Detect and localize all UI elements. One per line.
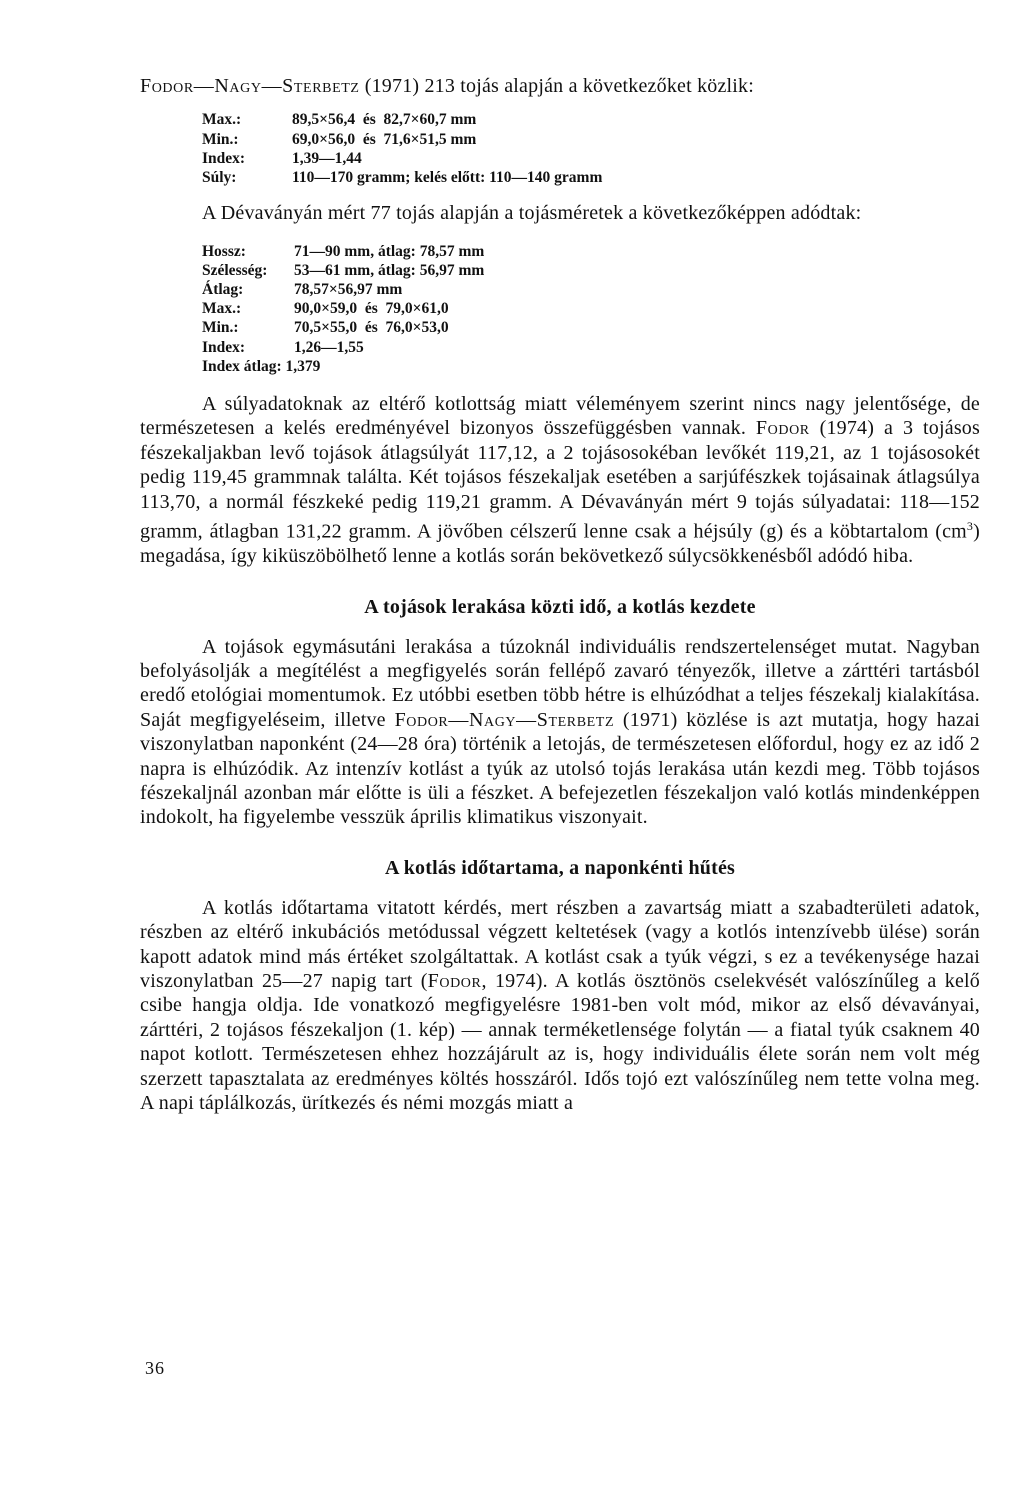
incubation-paragraph	[140, 896, 980, 1116]
list-value: 78,57×56,97 mm	[294, 281, 403, 299]
list-item	[202, 261, 484, 280]
author-name: Fodor	[427, 970, 482, 993]
intro-text: (1971) 213 tojás alapján a következőket közlik:	[359, 75, 755, 97]
author-name: Fodor	[755, 417, 810, 440]
list-label: Súly:	[202, 169, 237, 187]
laying-paragraph	[140, 635, 980, 830]
list-label: Index:	[202, 149, 246, 167]
list-value: 110—170 gramm; kelés előtt: 110—140 gramm	[292, 169, 603, 187]
paragraph-text: (1971) közlése is azt mutatja, hogy hazai viszonylatban naponként (24—28 óra) történik a letojás, de természetesen előfordul, hogy ez az idő 2 napra is elhúzódik. Az intenzív kotlást a tyúk az utolsó tojás lerakása után kezdi meg. Több tojásos fészekaljnál azonban már előtte is üli a fészket. A befejezetlen fészekaljon való kotlás mindenképpen indokolt, ha figyelembe vesszük április klimatikus viszonyait.	[140, 708, 980, 829]
list-label: Átlag:	[202, 281, 244, 299]
list-item	[202, 357, 484, 376]
devavanya-paragraph: A Dévaványán mért 77 tojás alapján a tojásméretek a következőképpen adódtak:	[202, 202, 862, 225]
list-item	[202, 242, 484, 261]
list-value: 90,0×59,0 és 79,0×61,0	[294, 300, 449, 318]
paragraph-text: (1974) a 3 tojásos fészekaljakban levő tojások átlagsúlyát 117,12, a 2 tojásosokéban levőkét 119,21, az 1 tojásosokét pedig 119,45 grammnak találta. Két tojásos fészekaljak esetében a sarjúfészkek tojásainak átlagsúlya 113,70, a normál fészkeké pedig 119,21 gramm. A Dévaványán mért 9 tojás súlyadatai: 118—152 gramm, átlagban 131,22 gramm. A jövőben célszerű lenne csak a héjsúly (g) és a köbtartalom (cm	[140, 417, 980, 543]
paragraph-text: A kotlás időtartama vitatott kérdés, mert részben a zavartság miatt a szabadterületi adatok, részben az eltérő inkubációs metódussal végzett keltetések (vagy a kotlós intenzívebb ülése) során kapott adatok mind más értéket szolgáltattak. A kotlást csak a tyúk végzi, s ez a tevékenysége hazai viszonylatban 25—27 napig tart (	[140, 896, 980, 993]
list-label: Min.:	[202, 130, 239, 148]
list-value: 71—90 mm, átlag: 78,57 mm	[294, 242, 485, 260]
list-value: 70,5×55,0 és 76,0×53,0	[294, 319, 449, 337]
intro-paragraph	[140, 74, 980, 98]
list-item	[202, 280, 484, 299]
paragraph-text: A súlyadatoknak az eltérő kotlottság miatt véleményem szerint nincs nagy jelentősége, de természetesen a kelés eredményével bizonyos összefüggésben vannak.	[140, 393, 980, 440]
list-label: Min.:	[202, 319, 239, 337]
list-label: Max.:	[202, 300, 242, 318]
author-names: Fodor—Nagy—Sterbetz	[140, 75, 360, 97]
list-item	[202, 130, 602, 149]
list-label: Max.:	[202, 111, 242, 129]
measurement-list-2	[202, 242, 484, 376]
list-item	[202, 110, 602, 129]
paragraph-text: , 1974). A kotlás ösztönös cselekvését valószínűleg a kelő csibe hangja oldja. Ide vonatkozó megfigyelésre 1981-ben volt mód, mikor az első dévaványai, zárttéri, 2 tojásos fészekaljon (1. kép) — annak terméketlensége folytán — a fiatal tyúk csaknem 40 napot kotlott. Természetesen ehhez hozzájárult az is, hogy individuális élete során nem volt még szerzett tapasztalata az eredményes költés hosszáról. Idős tojó ezt valószínűleg nem tette volna meg. A napi táplálkozás, ürítkezés és némi mozgás miatt a	[140, 970, 980, 1115]
paragraph-text: ) megadása, így kiküszöbölhető lenne a kotlás során bekövetkező súlycsökkenésből adódó hiba.	[140, 520, 980, 568]
list-item	[202, 299, 484, 318]
section-heading-incubation: A kotlás időtartama, a naponkénti hűtés	[384, 856, 736, 879]
weight-paragraph	[140, 392, 980, 569]
list-label: Szélesség:	[202, 261, 268, 279]
page-body	[140, 74, 980, 1115]
list-value: 1,39—1,44	[292, 149, 362, 167]
list-value: 1,26—1,55	[294, 338, 364, 356]
page-number: 36	[145, 1358, 165, 1378]
list-item	[202, 168, 602, 187]
superscript: 3	[966, 519, 974, 534]
list-item	[202, 149, 602, 168]
list-label: Hossz:	[202, 242, 246, 260]
list-item	[202, 318, 484, 337]
list-label: Index:	[202, 338, 246, 356]
author-names: Fodor—Nagy—Sterbetz	[394, 708, 615, 731]
section-heading-laying: A tojások lerakása közti idő, a kotlás kezdete	[364, 595, 756, 618]
paragraph-text: A tojások egymásutáni lerakása a túzoknál individuális rendszertelenséget mutat. Nagyban befolyásolják a megítélést a megfigyelés során fellépő zavaró tényezők, illetve a zárttéri tartásból eredő etológiai momentumok. Ez utóbbi esetben több hétre is elhúzódhat a teljes fészekalj kialakítása. Saját megfigyeléseim, illetve	[140, 635, 980, 731]
list-value: 69,0×56,0 és 71,6×51,5 mm	[292, 130, 477, 148]
list-value: 53—61 mm, átlag: 56,97 mm	[294, 261, 485, 279]
index-average: Index átlag: 1,379	[202, 357, 321, 375]
measurement-list-1	[202, 110, 602, 187]
list-item	[202, 338, 484, 357]
list-value: 89,5×56,4 és 82,7×60,7 mm	[292, 111, 477, 129]
